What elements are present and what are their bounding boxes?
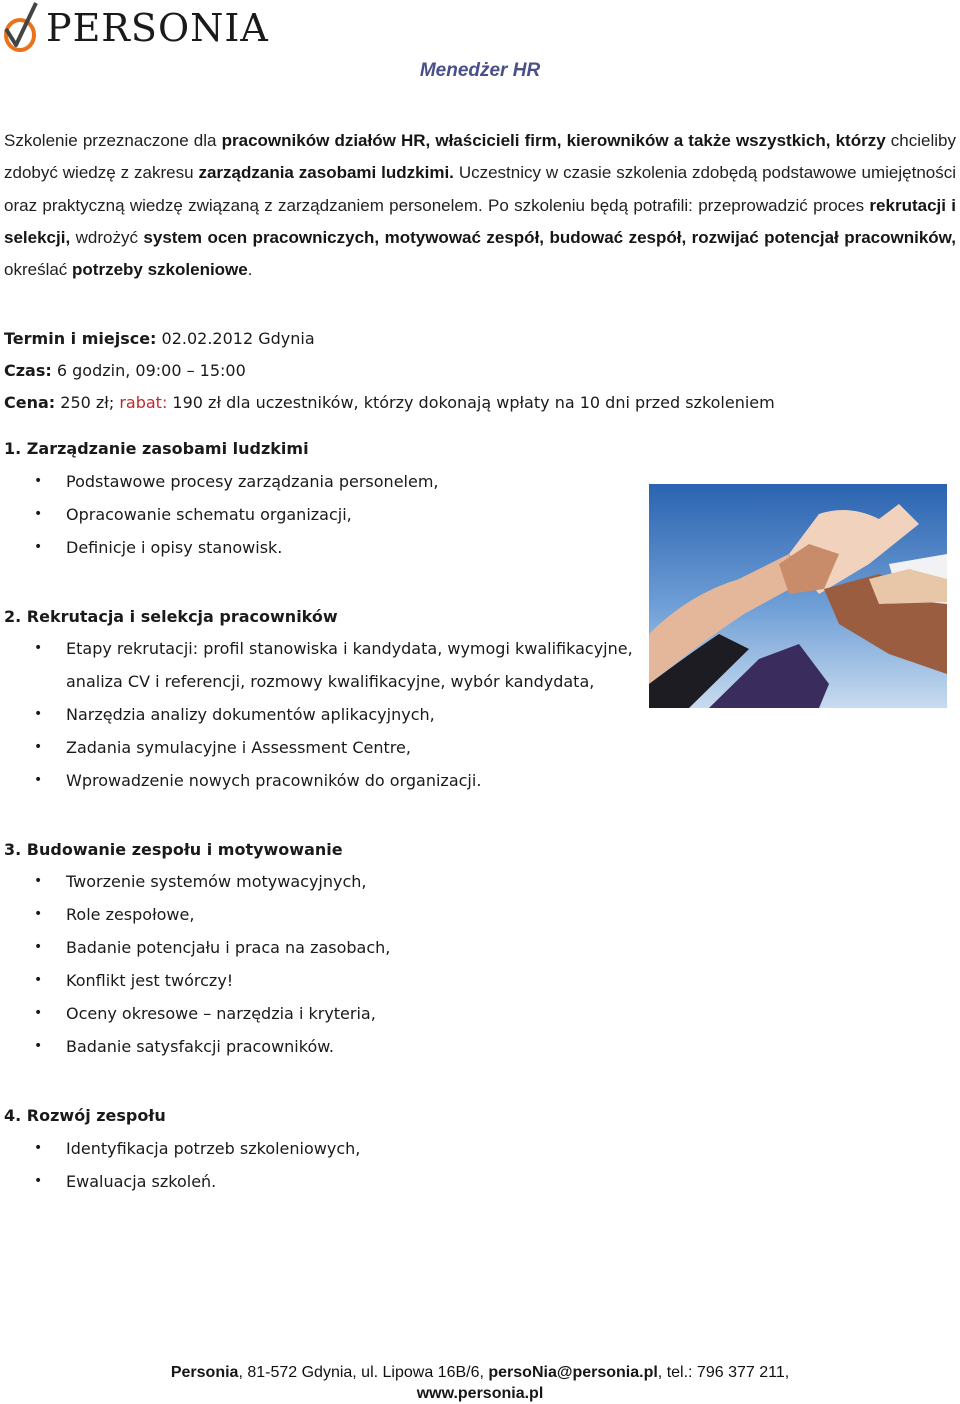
section-2-list [0,632,633,797]
intro-text-6: . [247,260,253,280]
list-item-text: Etapy rekrutacji: profil stanowiska i kandydata, wymogi kwalifikacyjne, [66,639,633,658]
list-item-text: Konflikt jest twórczy! [66,971,234,990]
list-item-text: Role zespołowe, [66,905,195,924]
list-item [0,465,439,498]
check-o-logo-icon [2,1,42,55]
intro-text-4: wdrożyć [70,227,144,247]
bullet-icon: • [34,1005,43,1021]
list-item [0,632,633,665]
section-3-list [0,865,390,1063]
intro-bold-3: rekrutacji i selekcji, [4,195,956,247]
section-2-number: 2. [4,607,22,626]
bullet-icon: • [34,772,43,788]
list-item [0,898,390,931]
intro-bold-5: potrzeby szkoleniowe [72,260,248,280]
rabat-value: 190 zł dla uczestników, którzy dokonają wpłaty na 10 dni przed szkoleniem [167,393,775,412]
page-footer [0,1362,960,1404]
footer-contact-line [0,1362,960,1383]
list-item [0,1132,360,1165]
bullet-icon: • [34,640,43,656]
list-item [0,698,633,731]
bullet-icon: • [34,1140,43,1156]
document-title: Menedżer HR [419,60,541,81]
section-2-title [4,607,338,626]
list-item-continuation [0,665,633,698]
section-1-list [0,465,439,564]
section-3-title [4,840,343,859]
section-3-heading: Budowanie zespołu i motywowanie [21,840,343,859]
list-item-text: analiza CV i referencji, rozmowy kwalifikacyjne, wybór kandydata, [66,672,595,691]
bullet-icon: • [34,1038,43,1054]
intro-text-1: Szkolenie przeznaczone dla [4,131,222,150]
cena-label: Cena: [4,393,56,412]
intro-paragraph [4,125,956,286]
intro-text-5: określać [4,260,73,280]
list-item-text: Badanie satysfakcji pracowników. [66,1037,334,1056]
footer-email-link[interactable]: persoNia@personia.pl [488,1364,658,1381]
list-item-text: Definicje i opisy stanowisk. [66,538,283,557]
list-item-text: Opracowanie schematu organizacji, [66,505,352,524]
cena-line [4,393,775,413]
list-item [0,1165,360,1198]
list-item-text: Oceny okresowe – narzędzia i kryteria, [66,1004,376,1023]
intro-bold-1: pracowników działów HR, właścicieli firm, kierowników a także wszystkich, którzy [221,131,886,150]
czas-line [4,361,246,381]
list-item-text: Tworzenie systemów motywacyjnych, [66,872,367,891]
bullet-icon: • [34,939,43,955]
bullet-icon: • [34,1173,43,1189]
termin-value: 02.02.2012 Gdynia [156,329,315,348]
section-1-title [4,439,309,458]
section-4-title [4,1106,166,1125]
section-1-number: 1. [4,439,22,458]
termin-line [4,329,315,349]
logo-text: PERSONIA [46,6,269,50]
list-item-text: Zadania symulacyjne i Assessment Centre, [66,738,411,757]
footer-website-link[interactable]: www.personia.pl [416,1385,544,1402]
intro-bold-2: zarządzania zasobami ludzkimi. [198,163,454,183]
bullet-icon: • [34,972,43,988]
list-item-text: Identyfikacja potrzeb szkoleniowych, [66,1139,361,1158]
footer-phone: , tel.: 796 377 211, [657,1364,790,1381]
termin-label: Termin i miejsce: [4,329,157,348]
company-logo [2,0,269,56]
bullet-icon: • [34,739,43,755]
bullet-icon: • [34,539,43,555]
bullet-icon: • [34,906,43,922]
list-item [0,1030,390,1063]
list-item [0,498,439,531]
list-item [0,931,390,964]
footer-address: , 81-572 Gdynia, ul. Lipowa 16B/6, [238,1364,489,1381]
section-3-number: 3. [4,840,22,859]
list-item [0,997,390,1030]
bullet-icon: • [34,506,43,522]
list-item [0,865,390,898]
intro-bold-4: system ocen pracowniczych, motywować zespół, budować zespół, rozwijać potencjał pracowników, [143,227,956,247]
team-hands-photo [649,484,947,708]
czas-label: Czas: [4,361,52,380]
czas-value: 6 godzin, 09:00 – 15:00 [51,361,246,380]
section-4-heading: Rozwój zespołu [21,1106,166,1125]
section-4-list [0,1132,360,1198]
section-1-heading: Zarządzanie zasobami ludzkimi [21,439,309,458]
cena-value: 250 zł; [55,393,120,412]
list-item [0,731,633,764]
team-hands-illustration [649,484,947,708]
intro-text-3: Uczestnicy w czasie szkolenia zdobędą podstawowe umiejętności oraz praktyczną wiedzę związaną z zarządzaniem personelem. Po szkoleniu będą potrafili: przeprowadzić proces [4,163,957,215]
bullet-icon: • [34,706,43,722]
list-item-text: Podstawowe procesy zarządzania personelem, [66,472,439,491]
bullet-icon: • [34,873,43,889]
list-item-text: Narzędzia analizy dokumentów aplikacyjnych, [66,705,435,724]
list-item-text: Wprowadzenie nowych pracowników do organizacji. [66,771,482,790]
section-4-number: 4. [4,1106,22,1125]
list-item-text: Ewaluacja szkoleń. [66,1172,217,1191]
rabat-label: rabat: [119,393,168,412]
list-item [0,531,439,564]
bullet-icon: • [34,473,43,489]
footer-company: Personia [170,1364,239,1381]
list-item [0,964,390,997]
intro-text-2: chcieliby zdobyć wiedzę z zakresu [4,131,956,183]
list-item-text: Badanie potencjału i praca na zasobach, [66,938,391,957]
section-2-heading: Rekrutacja i selekcja pracowników [21,607,338,626]
list-item [0,764,633,797]
